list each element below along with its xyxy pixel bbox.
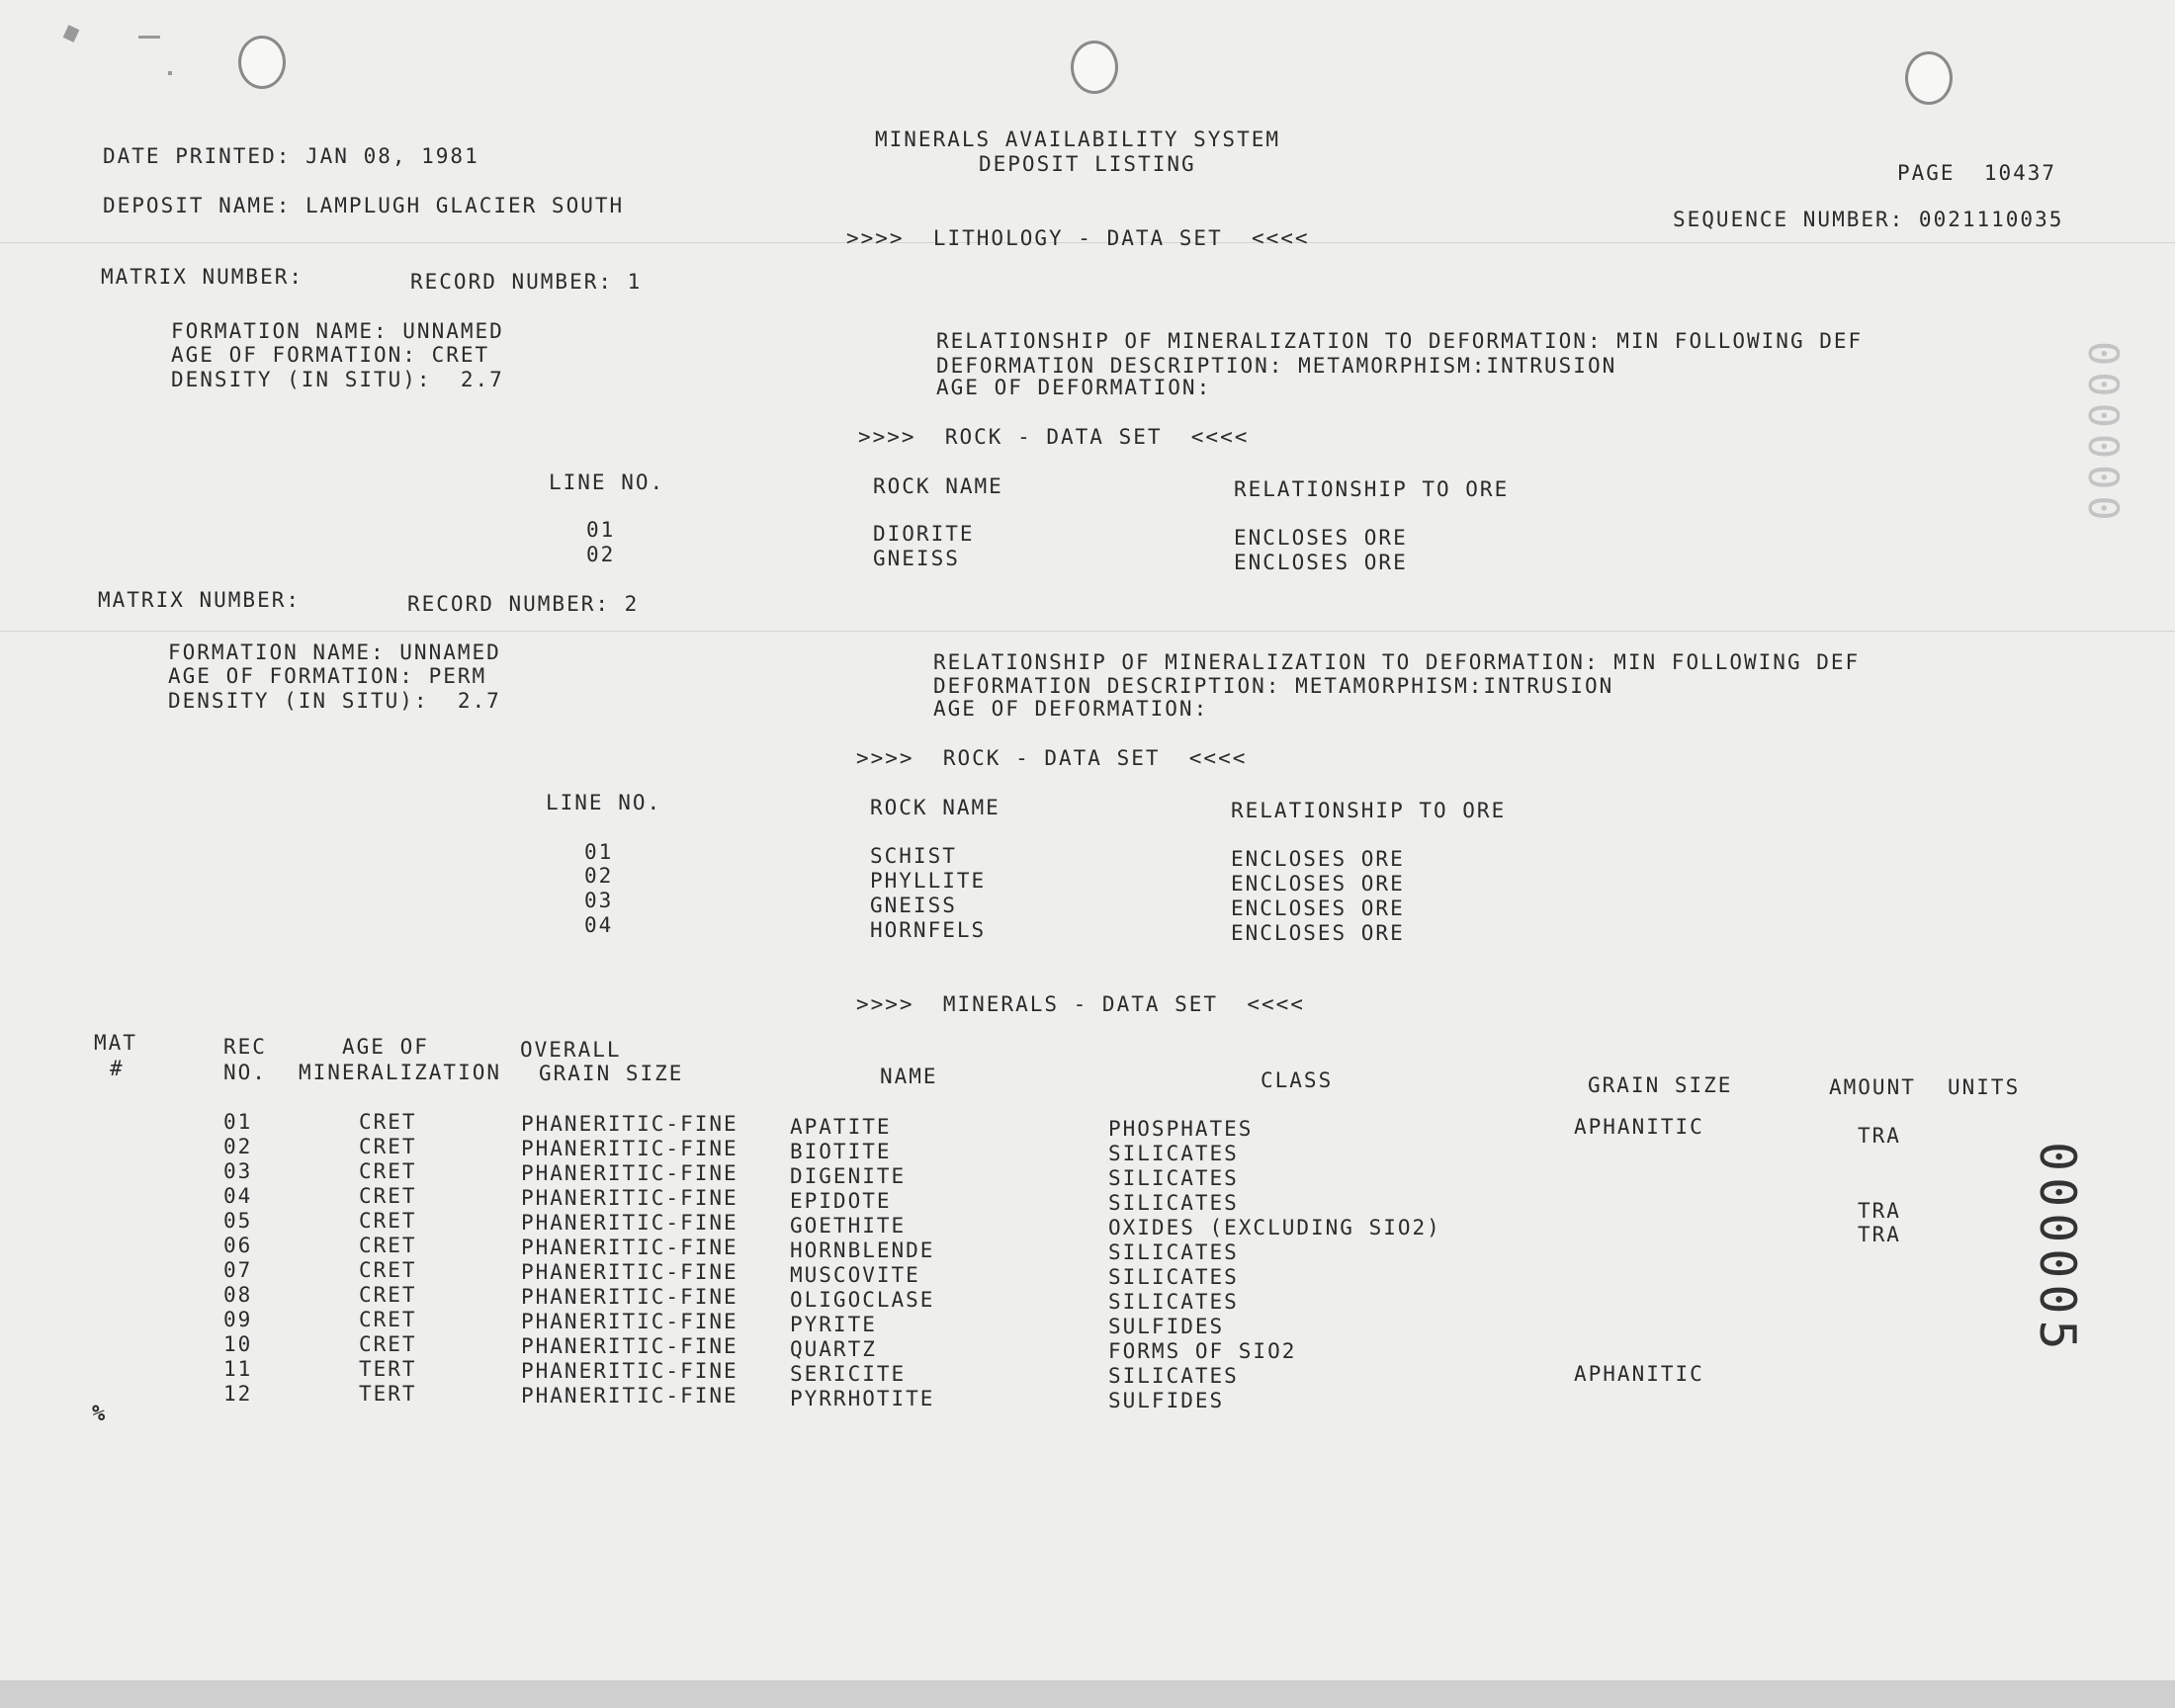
col-overall: OVERALL <box>520 1038 622 1062</box>
mineral-age: CRET <box>359 1159 417 1183</box>
mineral-rec-no: 08 <box>223 1283 253 1307</box>
mineral-age: CRET <box>359 1135 417 1158</box>
mineral-class: SILICATES <box>1108 1290 1239 1314</box>
mineral-overall-grain-size: PHANERITIC-FINE <box>521 1161 739 1185</box>
mineral-name: QUARTZ <box>790 1337 877 1361</box>
mineral-rec-no: 07 <box>223 1258 253 1282</box>
rock-name: GNEISS <box>870 894 957 917</box>
mineral-class: SILICATES <box>1108 1166 1239 1190</box>
col-line-no: LINE NO. <box>549 470 665 494</box>
rock-line-no: 02 <box>586 543 616 566</box>
lithology-title: >>>> LITHOLOGY - DATA SET <<<< <box>846 226 1310 250</box>
mineral-overall-grain-size: PHANERITIC-FINE <box>521 1359 739 1383</box>
mineral-class: SILICATES <box>1108 1191 1239 1215</box>
col-rock-name: ROCK NAME <box>873 474 1003 498</box>
deformation-description: DEFORMATION DESCRIPTION: METAMORPHISM:INTRUSION <box>933 674 1614 698</box>
mineral-rec-no: 01 <box>223 1110 253 1134</box>
mineral-rec-no: 11 <box>223 1357 253 1381</box>
punch-hole <box>1905 51 1953 105</box>
footer-mark: % <box>92 1402 108 1426</box>
rock-relationship: ENCLOSES ORE <box>1234 551 1408 574</box>
deposit-name: DEPOSIT NAME: LAMPLUGH GLACIER SOUTH <box>103 194 625 217</box>
punch-hole <box>238 36 286 89</box>
col-relationship: RELATIONSHIP TO ORE <box>1231 799 1507 822</box>
density: DENSITY (IN SITU): 2.7 <box>168 689 501 713</box>
mineral-name: OLIGOCLASE <box>790 1288 935 1312</box>
matrix-number: MATRIX NUMBER: <box>98 588 302 612</box>
mineral-overall-grain-size: PHANERITIC-FINE <box>521 1334 739 1358</box>
mineral-rec-no: 02 <box>223 1135 253 1158</box>
paper-mark <box>138 36 160 39</box>
mineral-grain-size: APHANITIC <box>1574 1115 1704 1139</box>
rock-relationship: ENCLOSES ORE <box>1231 847 1405 871</box>
mineral-age: CRET <box>359 1332 417 1356</box>
rock-name: HORNFELS <box>870 918 987 942</box>
col-rec-no: NO. <box>223 1061 267 1084</box>
mineral-rec-no: 04 <box>223 1184 253 1208</box>
date-printed: DATE PRINTED: JAN 08, 1981 <box>103 144 479 168</box>
mineral-age: TERT <box>359 1382 417 1406</box>
matrix-number: MATRIX NUMBER: <box>101 265 304 289</box>
mineral-age: CRET <box>359 1308 417 1331</box>
age-of-deformation: AGE OF DEFORMATION: <box>933 697 1209 721</box>
scan-edge <box>0 1680 2175 1708</box>
stamp-number: 000005 <box>2029 1142 2086 1356</box>
mineral-class: SULFIDES <box>1108 1315 1225 1338</box>
col-rock-name: ROCK NAME <box>870 796 1000 819</box>
rock-name: SCHIST <box>870 844 957 868</box>
mineral-class: SULFIDES <box>1108 1389 1225 1412</box>
age-of-formation: AGE OF FORMATION: PERM <box>168 664 487 688</box>
rock-name: PHYLLITE <box>870 869 987 893</box>
mineral-overall-grain-size: PHANERITIC-FINE <box>521 1137 739 1160</box>
col-rec: REC <box>223 1035 267 1059</box>
mineral-class: SILICATES <box>1108 1142 1239 1165</box>
col-mat-hash: # <box>110 1057 125 1080</box>
mineral-rec-no: 05 <box>223 1209 253 1233</box>
col-mat: MAT <box>94 1031 137 1055</box>
col-units: UNITS <box>1948 1075 2021 1099</box>
mineral-name: SERICITE <box>790 1362 907 1386</box>
mineral-age: CRET <box>359 1234 417 1257</box>
mineral-amount: TRA <box>1858 1199 1901 1223</box>
rock-relationship: ENCLOSES ORE <box>1231 921 1405 945</box>
rock-name: DIORITE <box>873 522 975 546</box>
mineral-grain-size: APHANITIC <box>1574 1362 1704 1386</box>
mineral-overall-grain-size: PHANERITIC-FINE <box>521 1186 739 1210</box>
mineral-class: OXIDES (EXCLUDING SIO2) <box>1108 1216 1441 1239</box>
col-relationship: RELATIONSHIP TO ORE <box>1234 477 1510 501</box>
mineral-rec-no: 10 <box>223 1332 253 1356</box>
rock-relationship: ENCLOSES ORE <box>1231 872 1405 896</box>
mineral-rec-no: 09 <box>223 1308 253 1331</box>
col-grain-size-2: GRAIN SIZE <box>1588 1073 1733 1097</box>
col-grain-size: GRAIN SIZE <box>539 1062 684 1085</box>
mineralization-relationship: RELATIONSHIP OF MINERALIZATION TO DEFORMATION: MIN FOLLOWING DEF <box>936 329 1864 353</box>
mineral-name: PYRRHOTITE <box>790 1387 935 1410</box>
fold-line <box>0 631 2175 632</box>
mineral-overall-grain-size: PHANERITIC-FINE <box>521 1384 739 1408</box>
age-of-formation: AGE OF FORMATION: CRET <box>171 343 490 367</box>
rock-relationship: ENCLOSES ORE <box>1234 526 1408 550</box>
mineral-age: CRET <box>359 1209 417 1233</box>
mineral-age: CRET <box>359 1184 417 1208</box>
age-of-deformation: AGE OF DEFORMATION: <box>936 376 1212 399</box>
rock-line-no: 03 <box>584 889 614 912</box>
mineral-class: SILICATES <box>1108 1240 1239 1264</box>
minerals-data-set-title: >>>> MINERALS - DATA SET <<<< <box>856 992 1305 1016</box>
formation-name: FORMATION NAME: UNNAMED <box>171 319 504 343</box>
mineral-age: CRET <box>359 1258 417 1282</box>
rock-line-no: 02 <box>584 864 614 888</box>
mineral-rec-no: 03 <box>223 1159 253 1183</box>
mineral-overall-grain-size: PHANERITIC-FINE <box>521 1260 739 1284</box>
mineral-age: CRET <box>359 1110 417 1134</box>
mineral-overall-grain-size: PHANERITIC-FINE <box>521 1285 739 1309</box>
listing-title: DEPOSIT LISTING <box>979 152 1196 176</box>
mineral-name: MUSCOVITE <box>790 1263 920 1287</box>
col-age-of: AGE OF <box>342 1035 429 1059</box>
mineralization-relationship: RELATIONSHIP OF MINERALIZATION TO DEFORMATION: MIN FOLLOWING DEF <box>933 650 1861 674</box>
formation-name: FORMATION NAME: UNNAMED <box>168 640 501 664</box>
mineral-name: DIGENITE <box>790 1164 907 1188</box>
record-number: RECORD NUMBER: 1 <box>410 270 643 294</box>
mineral-age: CRET <box>359 1283 417 1307</box>
mineral-rec-no: 06 <box>223 1234 253 1257</box>
rock-name: GNEISS <box>873 547 960 570</box>
mineral-class: PHOSPHATES <box>1108 1117 1254 1141</box>
mineral-name: BIOTITE <box>790 1140 892 1163</box>
mineral-rec-no: 12 <box>223 1382 253 1406</box>
mineral-class: SILICATES <box>1108 1364 1239 1388</box>
paper-mark <box>168 71 172 75</box>
col-name: NAME <box>880 1065 938 1088</box>
mineral-class: SILICATES <box>1108 1265 1239 1289</box>
mineral-age: TERT <box>359 1357 417 1381</box>
mineral-overall-grain-size: PHANERITIC-FINE <box>521 1211 739 1235</box>
mineral-overall-grain-size: PHANERITIC-FINE <box>521 1310 739 1333</box>
mineral-name: HORNBLENDE <box>790 1238 935 1262</box>
deformation-description: DEFORMATION DESCRIPTION: METAMORPHISM:INTRUSION <box>936 354 1617 378</box>
mineral-name: PYRITE <box>790 1313 877 1336</box>
col-line-no: LINE NO. <box>546 791 662 814</box>
col-mineralization: MINERALIZATION <box>299 1061 502 1084</box>
mineral-amount: TRA <box>1858 1223 1901 1246</box>
mineral-name: APATITE <box>790 1115 892 1139</box>
col-class: CLASS <box>1261 1068 1334 1092</box>
mineral-overall-grain-size: PHANERITIC-FINE <box>521 1112 739 1136</box>
mineral-amount: TRA <box>1858 1124 1901 1148</box>
mineral-overall-grain-size: PHANERITIC-FINE <box>521 1236 739 1259</box>
density: DENSITY (IN SITU): 2.7 <box>171 368 504 391</box>
rock-data-set-title: >>>> ROCK - DATA SET <<<< <box>856 746 1248 770</box>
system-title: MINERALS AVAILABILITY SYSTEM <box>875 128 1281 151</box>
rock-relationship: ENCLOSES ORE <box>1231 897 1405 920</box>
punch-hole <box>1071 41 1118 94</box>
page-number: PAGE 10437 <box>1897 161 2057 185</box>
col-amount: AMOUNT <box>1829 1075 1916 1099</box>
record-number: RECORD NUMBER: 2 <box>407 592 640 616</box>
mineral-name: EPIDOTE <box>790 1189 892 1213</box>
sequence-number: SEQUENCE NUMBER: 0021110035 <box>1673 208 2064 231</box>
faint-stamp-number: 000000 <box>2079 341 2128 527</box>
rock-line-no: 01 <box>584 840 614 864</box>
paper-mark <box>63 25 80 43</box>
rock-data-set-title: >>>> ROCK - DATA SET <<<< <box>858 425 1250 449</box>
mineral-name: GOETHITE <box>790 1214 907 1238</box>
rock-line-no: 01 <box>586 518 616 542</box>
mineral-class: FORMS OF SIO2 <box>1108 1339 1297 1363</box>
rock-line-no: 04 <box>584 913 614 937</box>
